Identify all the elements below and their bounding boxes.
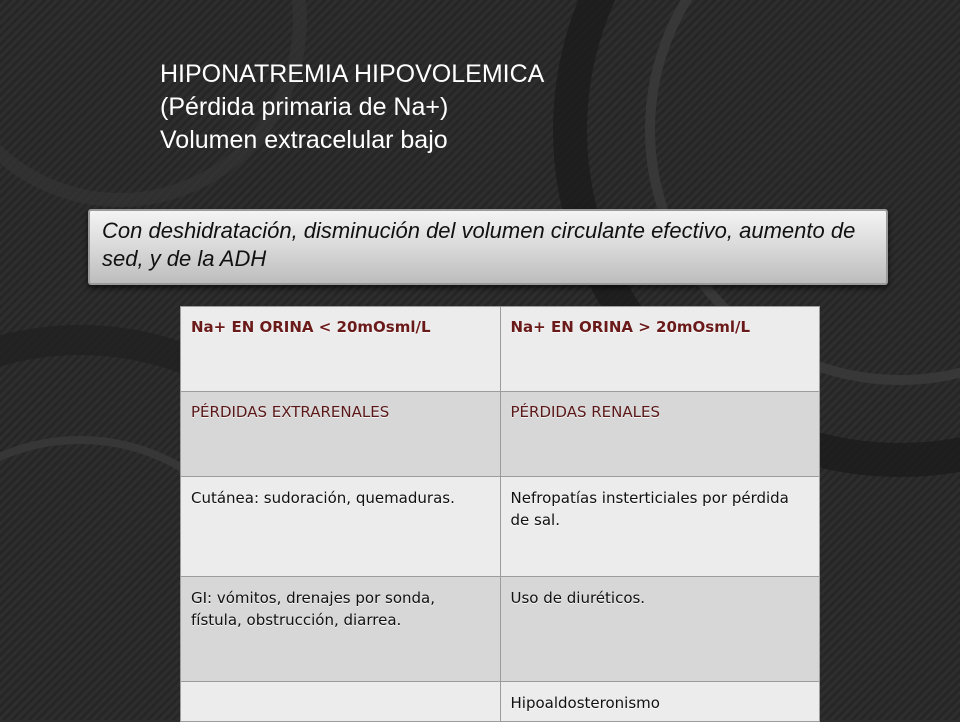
table-subheader-row	[181, 392, 820, 477]
table-cell: Cutánea: sudoración, quemaduras.	[181, 477, 501, 577]
slide-title	[160, 58, 544, 157]
table-row	[181, 577, 820, 682]
table-cell: GI: vómitos, drenajes por sonda, fístula, obstrucción, diarrea.	[181, 577, 501, 682]
table-row	[181, 682, 820, 722]
table-subheader-cell: PÉRDIDAS EXTRARENALES	[181, 392, 501, 477]
table-header-row	[181, 307, 820, 392]
table-cell: Hipoaldosteronismo	[500, 682, 820, 722]
table-cell: Nefropatías insterticiales por pérdida de sal.	[500, 477, 820, 577]
title-line-1: HIPONATREMIA HIPOVOLEMICA	[160, 60, 545, 88]
table-header-cell: Na+ EN ORINA < 20mOsml/L	[181, 307, 501, 392]
title-line-3: Volumen extracelular bajo	[160, 126, 448, 154]
title-line-2: (Pérdida primaria de Na+)	[160, 93, 449, 121]
table-cell: Uso de diuréticos.	[500, 577, 820, 682]
table-cell	[181, 682, 501, 722]
callout-text: Con deshidratación, disminución del volumen circulante efectivo, aumento de sed, y de la ADH	[102, 218, 856, 271]
table-header-cell: Na+ EN ORINA > 20mOsml/L	[500, 307, 820, 392]
table-subheader-cell: PÉRDIDAS RENALES	[500, 392, 820, 477]
classification-table	[180, 306, 820, 722]
callout-box	[88, 209, 888, 285]
table-row	[181, 477, 820, 577]
